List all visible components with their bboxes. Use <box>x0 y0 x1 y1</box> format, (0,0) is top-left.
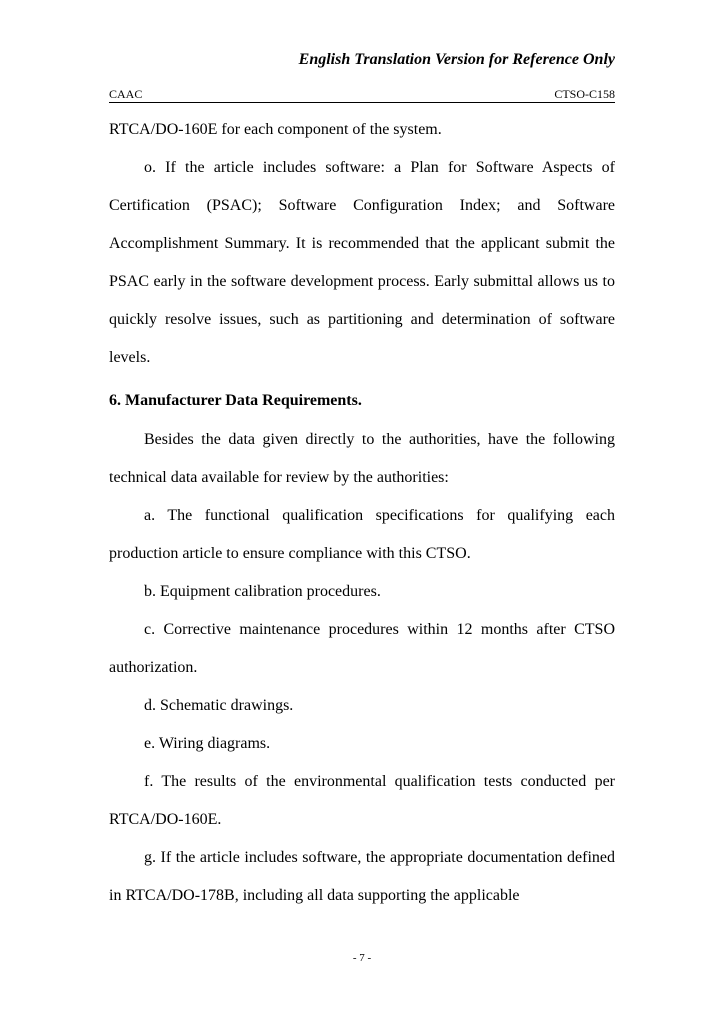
header-document-id: CTSO-C158 <box>554 87 615 101</box>
list-item-d: d. Schematic drawings. <box>144 697 294 714</box>
list-item-f: f. The results of the environmental qualification tests conducted per RTCA/DO-160E. <box>109 773 615 828</box>
list-item-e: e. Wiring diagrams. <box>144 735 271 752</box>
body-text <box>109 111 615 915</box>
list-item-g: g. If the article includes software, the appropriate documentation defined in RTCA/DO-178B, including all data supporting the applicable <box>109 849 615 904</box>
running-header <box>109 86 615 103</box>
list-item-c: c. Corrective maintenance procedures within 12 months after CTSO authorization. <box>109 621 615 676</box>
list-item-b: b. Equipment calibration procedures. <box>144 583 381 600</box>
page-number: - 7 - <box>352 952 372 964</box>
list-item-a: a. The functional qualification specifications for qualifying each production article to ensure compliance with this CTSO. <box>109 507 615 562</box>
translation-banner: English Translation Version for Reference Only <box>298 51 615 68</box>
paragraph-item-o: o. If the article includes software: a Plan for Software Aspects of Certification (PSAC); Software Configuration Index; and Software Accomplishment Summary. It is recommended that the applicant submit the PSAC early in the software development process. Early submittal allows us to quickly resolve issues, such as partitioning and determination of software levels. <box>109 159 615 366</box>
section-heading: 6. Manufacturer Data Requirements. <box>109 392 362 409</box>
header-organization: CAAC <box>109 87 143 101</box>
paragraph-intro: Besides the data given directly to the authorities, have the following technical data available for review by the authorities: <box>109 431 615 486</box>
paragraph-continuation: RTCA/DO-160E for each component of the system. <box>109 121 442 138</box>
